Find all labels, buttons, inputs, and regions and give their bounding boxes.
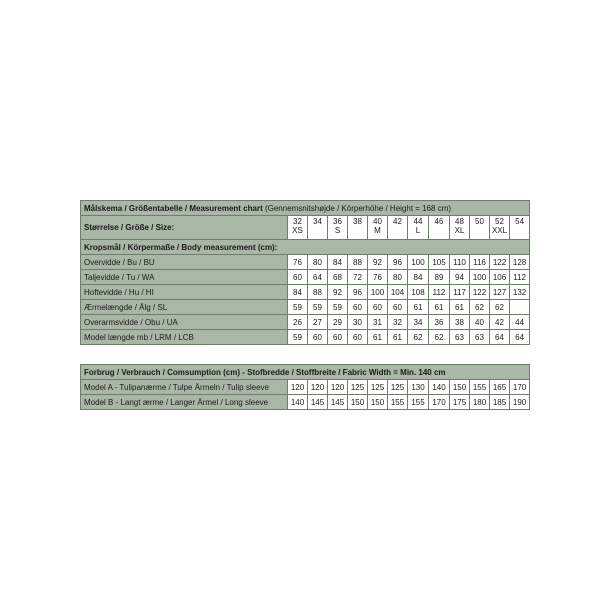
value-cell: 62	[429, 330, 450, 345]
measurement-chart-title	[81, 201, 530, 216]
value-cell: 42	[490, 315, 510, 330]
value-cell: 60	[348, 330, 368, 345]
size-number: 50	[475, 217, 484, 226]
size-number: 38	[353, 217, 362, 226]
value-cell: 105	[429, 255, 450, 270]
row-label: Overvidde / Bu / BU	[81, 255, 288, 270]
value-cell: 117	[450, 285, 470, 300]
value-cell: 68	[328, 270, 348, 285]
value-cell: 80	[308, 255, 328, 270]
value-cell: 165	[490, 380, 510, 395]
size-cell	[308, 216, 328, 240]
value-cell: 150	[450, 380, 470, 395]
value-cell: 27	[308, 315, 328, 330]
value-cell: 29	[328, 315, 348, 330]
value-cell: 190	[510, 395, 530, 410]
value-cell: 175	[450, 395, 470, 410]
value-cell: 122	[490, 255, 510, 270]
value-cell: 60	[308, 330, 328, 345]
value-cell: 64	[308, 270, 328, 285]
value-cell: 120	[288, 380, 308, 395]
measurement-chart-table	[80, 200, 530, 345]
value-cell: 108	[408, 285, 429, 300]
size-cell	[288, 216, 308, 240]
table-row	[81, 315, 530, 330]
value-cell: 59	[288, 330, 308, 345]
size-cell	[388, 216, 408, 240]
value-cell: 76	[368, 270, 388, 285]
value-cell: 32	[388, 315, 408, 330]
table-row	[81, 380, 530, 395]
value-cell: 30	[348, 315, 368, 330]
value-cell: 60	[288, 270, 308, 285]
size-number: 32	[293, 217, 302, 226]
size-number: 54	[515, 217, 525, 226]
value-cell: 94	[450, 270, 470, 285]
size-cell	[450, 216, 470, 240]
value-cell: 92	[328, 285, 348, 300]
value-cell: 84	[328, 255, 348, 270]
value-cell: 180	[470, 395, 490, 410]
value-cell: 130	[408, 380, 429, 395]
measurement-title-bold: Målskema / Größentabelle / Measurement chart	[84, 203, 263, 213]
value-cell: 84	[408, 270, 429, 285]
value-cell: 132	[510, 285, 530, 300]
value-cell: 116	[470, 255, 490, 270]
value-cell: 60	[328, 330, 348, 345]
value-cell: 100	[368, 285, 388, 300]
value-cell: 63	[450, 330, 470, 345]
row-label: Taljevidde / Tu / WA	[81, 270, 288, 285]
value-cell: 120	[328, 380, 348, 395]
value-cell: 26	[288, 315, 308, 330]
value-cell: 185	[490, 395, 510, 410]
value-cell: 140	[429, 380, 450, 395]
size-number: 46	[434, 217, 444, 226]
value-cell: 155	[408, 395, 429, 410]
size-number: 44	[413, 217, 423, 226]
value-cell: 61	[450, 300, 470, 315]
row-label: Overarmsvidde / Obu / UA	[81, 315, 288, 330]
size-cell	[470, 216, 490, 240]
value-cell: 110	[450, 255, 470, 270]
value-cell: 34	[408, 315, 429, 330]
row-label: Model længde mb / LRM / LCB	[81, 330, 288, 345]
value-cell: 120	[308, 380, 328, 395]
value-cell: 76	[288, 255, 308, 270]
value-cell: 155	[470, 380, 490, 395]
value-cell: 127	[490, 285, 510, 300]
size-cell	[348, 216, 368, 240]
value-cell: 140	[288, 395, 308, 410]
value-cell: 38	[450, 315, 470, 330]
size-number: 48	[455, 217, 464, 226]
row-label: Hoftevidde / Hu / HI	[81, 285, 288, 300]
value-cell: 150	[368, 395, 388, 410]
value-cell: 88	[348, 255, 368, 270]
value-cell: 62	[408, 330, 429, 345]
value-cell: 84	[288, 285, 308, 300]
value-cell: 145	[308, 395, 328, 410]
size-number: 34	[313, 217, 322, 226]
table-row	[81, 300, 530, 315]
size-code: L	[415, 226, 421, 235]
fabric-consumption-header: Forbrug / Verbrauch / Comsumption (cm) - Stofbredde / Stoffbreite / Fabric Width = Min. 140 cm	[81, 365, 530, 380]
value-cell	[510, 300, 530, 315]
value-cell: 59	[288, 300, 308, 315]
value-cell: 145	[328, 395, 348, 410]
size-number: 36	[333, 217, 342, 226]
row-label: Model A - Tulipanærme / Tulpe Ärmeln / Tulip sleeve	[81, 380, 288, 395]
size-code: S	[334, 226, 341, 235]
value-cell: 64	[490, 330, 510, 345]
value-cell: 36	[429, 315, 450, 330]
value-cell: 96	[388, 255, 408, 270]
table-row	[81, 285, 530, 300]
value-cell: 112	[429, 285, 450, 300]
value-cell: 100	[470, 270, 490, 285]
value-cell: 44	[510, 315, 530, 330]
size-code: XS	[292, 226, 303, 235]
value-cell: 62	[470, 300, 490, 315]
value-cell: 80	[388, 270, 408, 285]
value-cell: 59	[308, 300, 328, 315]
size-cell	[510, 216, 530, 240]
size-cell	[368, 216, 388, 240]
size-label: Størrelse / Größe / Size:	[81, 216, 288, 240]
value-cell: 112	[510, 270, 530, 285]
value-cell: 100	[408, 255, 429, 270]
body-measurement-header: Kropsmål / Körpermaße / Body measurement (cm):	[81, 240, 530, 255]
size-code: XL	[454, 226, 465, 235]
value-cell: 155	[388, 395, 408, 410]
value-cell: 92	[368, 255, 388, 270]
value-cell: 170	[510, 380, 530, 395]
value-cell: 61	[429, 300, 450, 315]
value-cell: 72	[348, 270, 368, 285]
value-cell: 170	[429, 395, 450, 410]
size-cell	[328, 216, 348, 240]
value-cell: 61	[388, 330, 408, 345]
value-cell: 96	[348, 285, 368, 300]
value-cell: 89	[429, 270, 450, 285]
value-cell: 150	[348, 395, 368, 410]
size-number: 40	[373, 217, 382, 226]
value-cell: 62	[490, 300, 510, 315]
value-cell: 60	[368, 300, 388, 315]
size-cell	[490, 216, 510, 240]
size-cell	[429, 216, 450, 240]
value-cell: 59	[328, 300, 348, 315]
value-cell: 125	[388, 380, 408, 395]
value-cell: 60	[348, 300, 368, 315]
value-cell: 63	[470, 330, 490, 345]
size-number: 52	[495, 217, 504, 226]
size-code: XXL	[491, 226, 508, 235]
size-code: M	[374, 226, 381, 235]
value-cell: 88	[308, 285, 328, 300]
table-row	[81, 395, 530, 410]
size-cell	[408, 216, 429, 240]
value-cell: 31	[368, 315, 388, 330]
row-label: Ærmelængde / Älg / SL	[81, 300, 288, 315]
value-cell: 106	[490, 270, 510, 285]
measurement-title-note: (Gennemsnitshøjde / Körperhöhe / Height = 168 cm)	[262, 203, 452, 213]
value-cell: 40	[470, 315, 490, 330]
value-cell: 60	[388, 300, 408, 315]
row-label: Model B - Langt ærme / Langer Ärmel / Long sleeve	[81, 395, 288, 410]
value-cell: 125	[368, 380, 388, 395]
size-row	[81, 216, 530, 240]
table-row	[81, 255, 530, 270]
value-cell: 128	[510, 255, 530, 270]
table-row	[81, 330, 530, 345]
size-number: 42	[393, 217, 402, 226]
value-cell: 104	[388, 285, 408, 300]
table-row	[81, 270, 530, 285]
value-cell: 61	[408, 300, 429, 315]
value-cell: 122	[470, 285, 490, 300]
value-cell: 64	[510, 330, 530, 345]
fabric-consumption-table	[80, 364, 530, 410]
value-cell: 125	[348, 380, 368, 395]
value-cell: 61	[368, 330, 388, 345]
